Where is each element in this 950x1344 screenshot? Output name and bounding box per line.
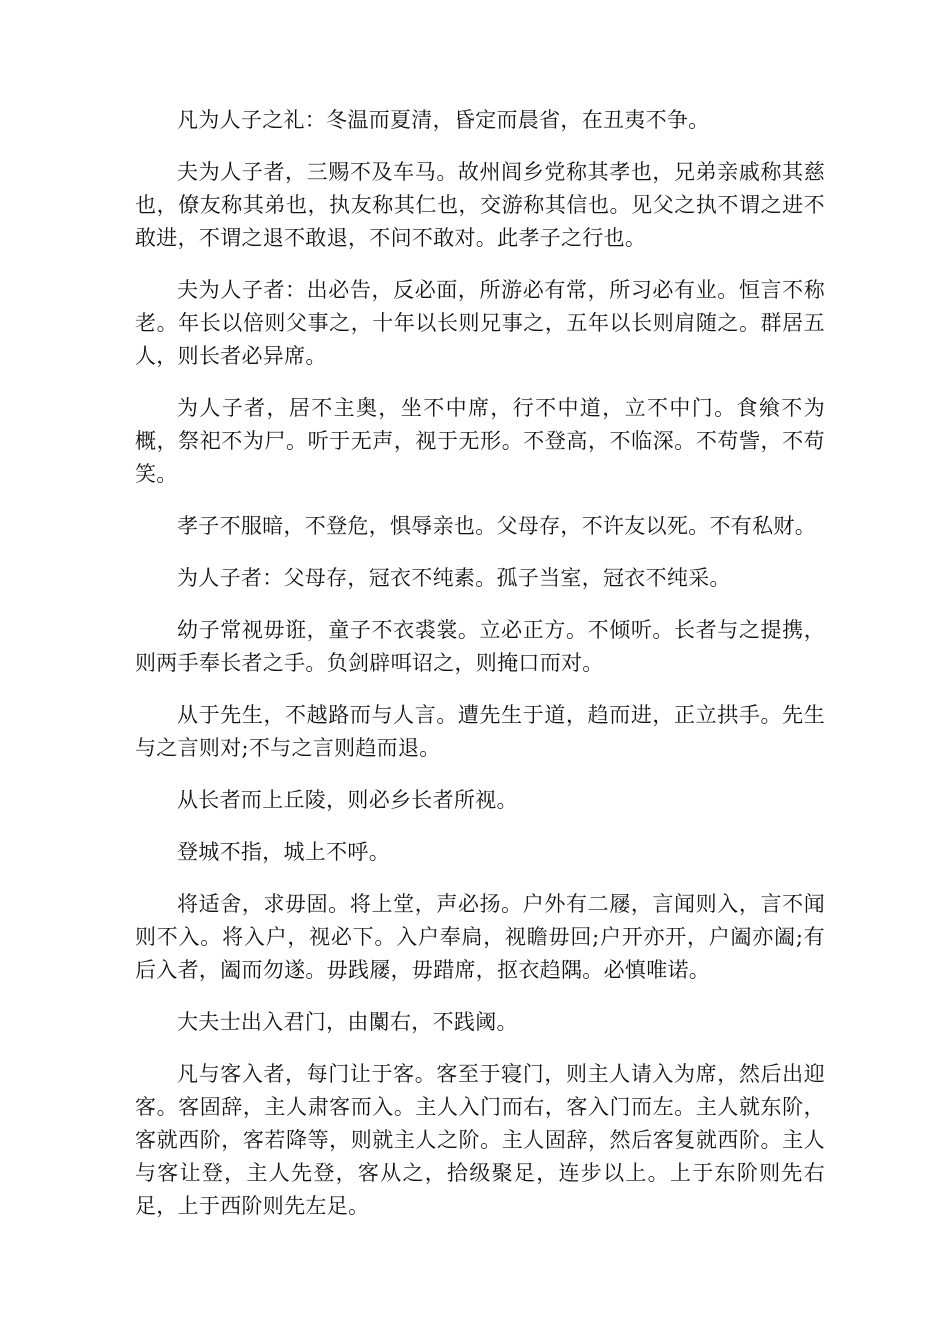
paragraph-11: 将适舍，求毋固。将上堂，声必扬。户外有二屦，言闻则入，言不闻则不入。将入户，视必下。入户奉扃，视瞻毋回;户开亦开，户阖亦阖;有后入者，阖而勿遂。毋践屦，毋踖席，抠衣趋隅。必慎唯诺。 xyxy=(135,892,825,982)
paragraph-13: 凡与客入者，每门让于客。客至于寝门，则主人请入为席，然后出迎客。客固辞，主人肃客而入。主人入门而右，客入门而左。主人就东阶，客就西阶，客若降等，则就主人之阶。主人固辞，然后客复就西阶。主人与客让登，主人先登，客从之，拾级聚足，连步以上。上于东阶则先右足，上于西阶则先左足。 xyxy=(135,1062,825,1218)
paragraph-12: 大夫士出入君门，由闑右，不践阈。 xyxy=(177,1010,518,1034)
paragraph-4: 为人子者，居不主奥，坐不中席，行不中道，立不中门。食飨不为概，祭祀不为尸。听于无声，视于无形。不登高，不临深。不苟訾，不苟笑。 xyxy=(135,396,825,486)
paragraph-6: 为人子者：父母存，冠衣不纯素。孤子当室，冠衣不纯采。 xyxy=(177,566,731,590)
document-page xyxy=(135,104,825,1242)
paragraph-8: 从于先生，不越路而与人言。遭先生于道，趋而进，正立拱手。先生与之言则对;不与之言则趋而退。 xyxy=(135,703,825,760)
paragraph-5: 孝子不服暗，不登危，惧辱亲也。父母存，不许友以死。不有私财。 xyxy=(177,514,816,538)
paragraph-1: 凡为人子之礼：冬温而夏清，昏定而晨省，在丑夷不争。 xyxy=(177,108,710,132)
paragraph-2: 夫为人子者，三赐不及车马。故州闾乡党称其孝也，兄弟亲戚称其慈也，僚友称其弟也，执友称其仁也，交游称其信也。见父之执不谓之进不敢进，不谓之退不敢退，不问不敢对。此孝子之行也。 xyxy=(135,160,825,250)
paragraph-7: 幼子常视毋诳，童子不衣裘裳。立必正方。不倾听。长者与之提携，则两手奉长者之手。负剑辟咡诏之，则掩口而对。 xyxy=(135,618,825,675)
paragraph-9: 从长者而上丘陵，则必乡长者所视。 xyxy=(177,788,518,812)
paragraph-10: 登城不指，城上不呼。 xyxy=(177,840,390,864)
paragraph-3: 夫为人子者：出必告，反必面，所游必有常，所习必有业。恒言不称老。年长以倍则父事之，十年以长则兄事之，五年以长则肩随之。群居五人，则长者必异席。 xyxy=(135,278,825,368)
